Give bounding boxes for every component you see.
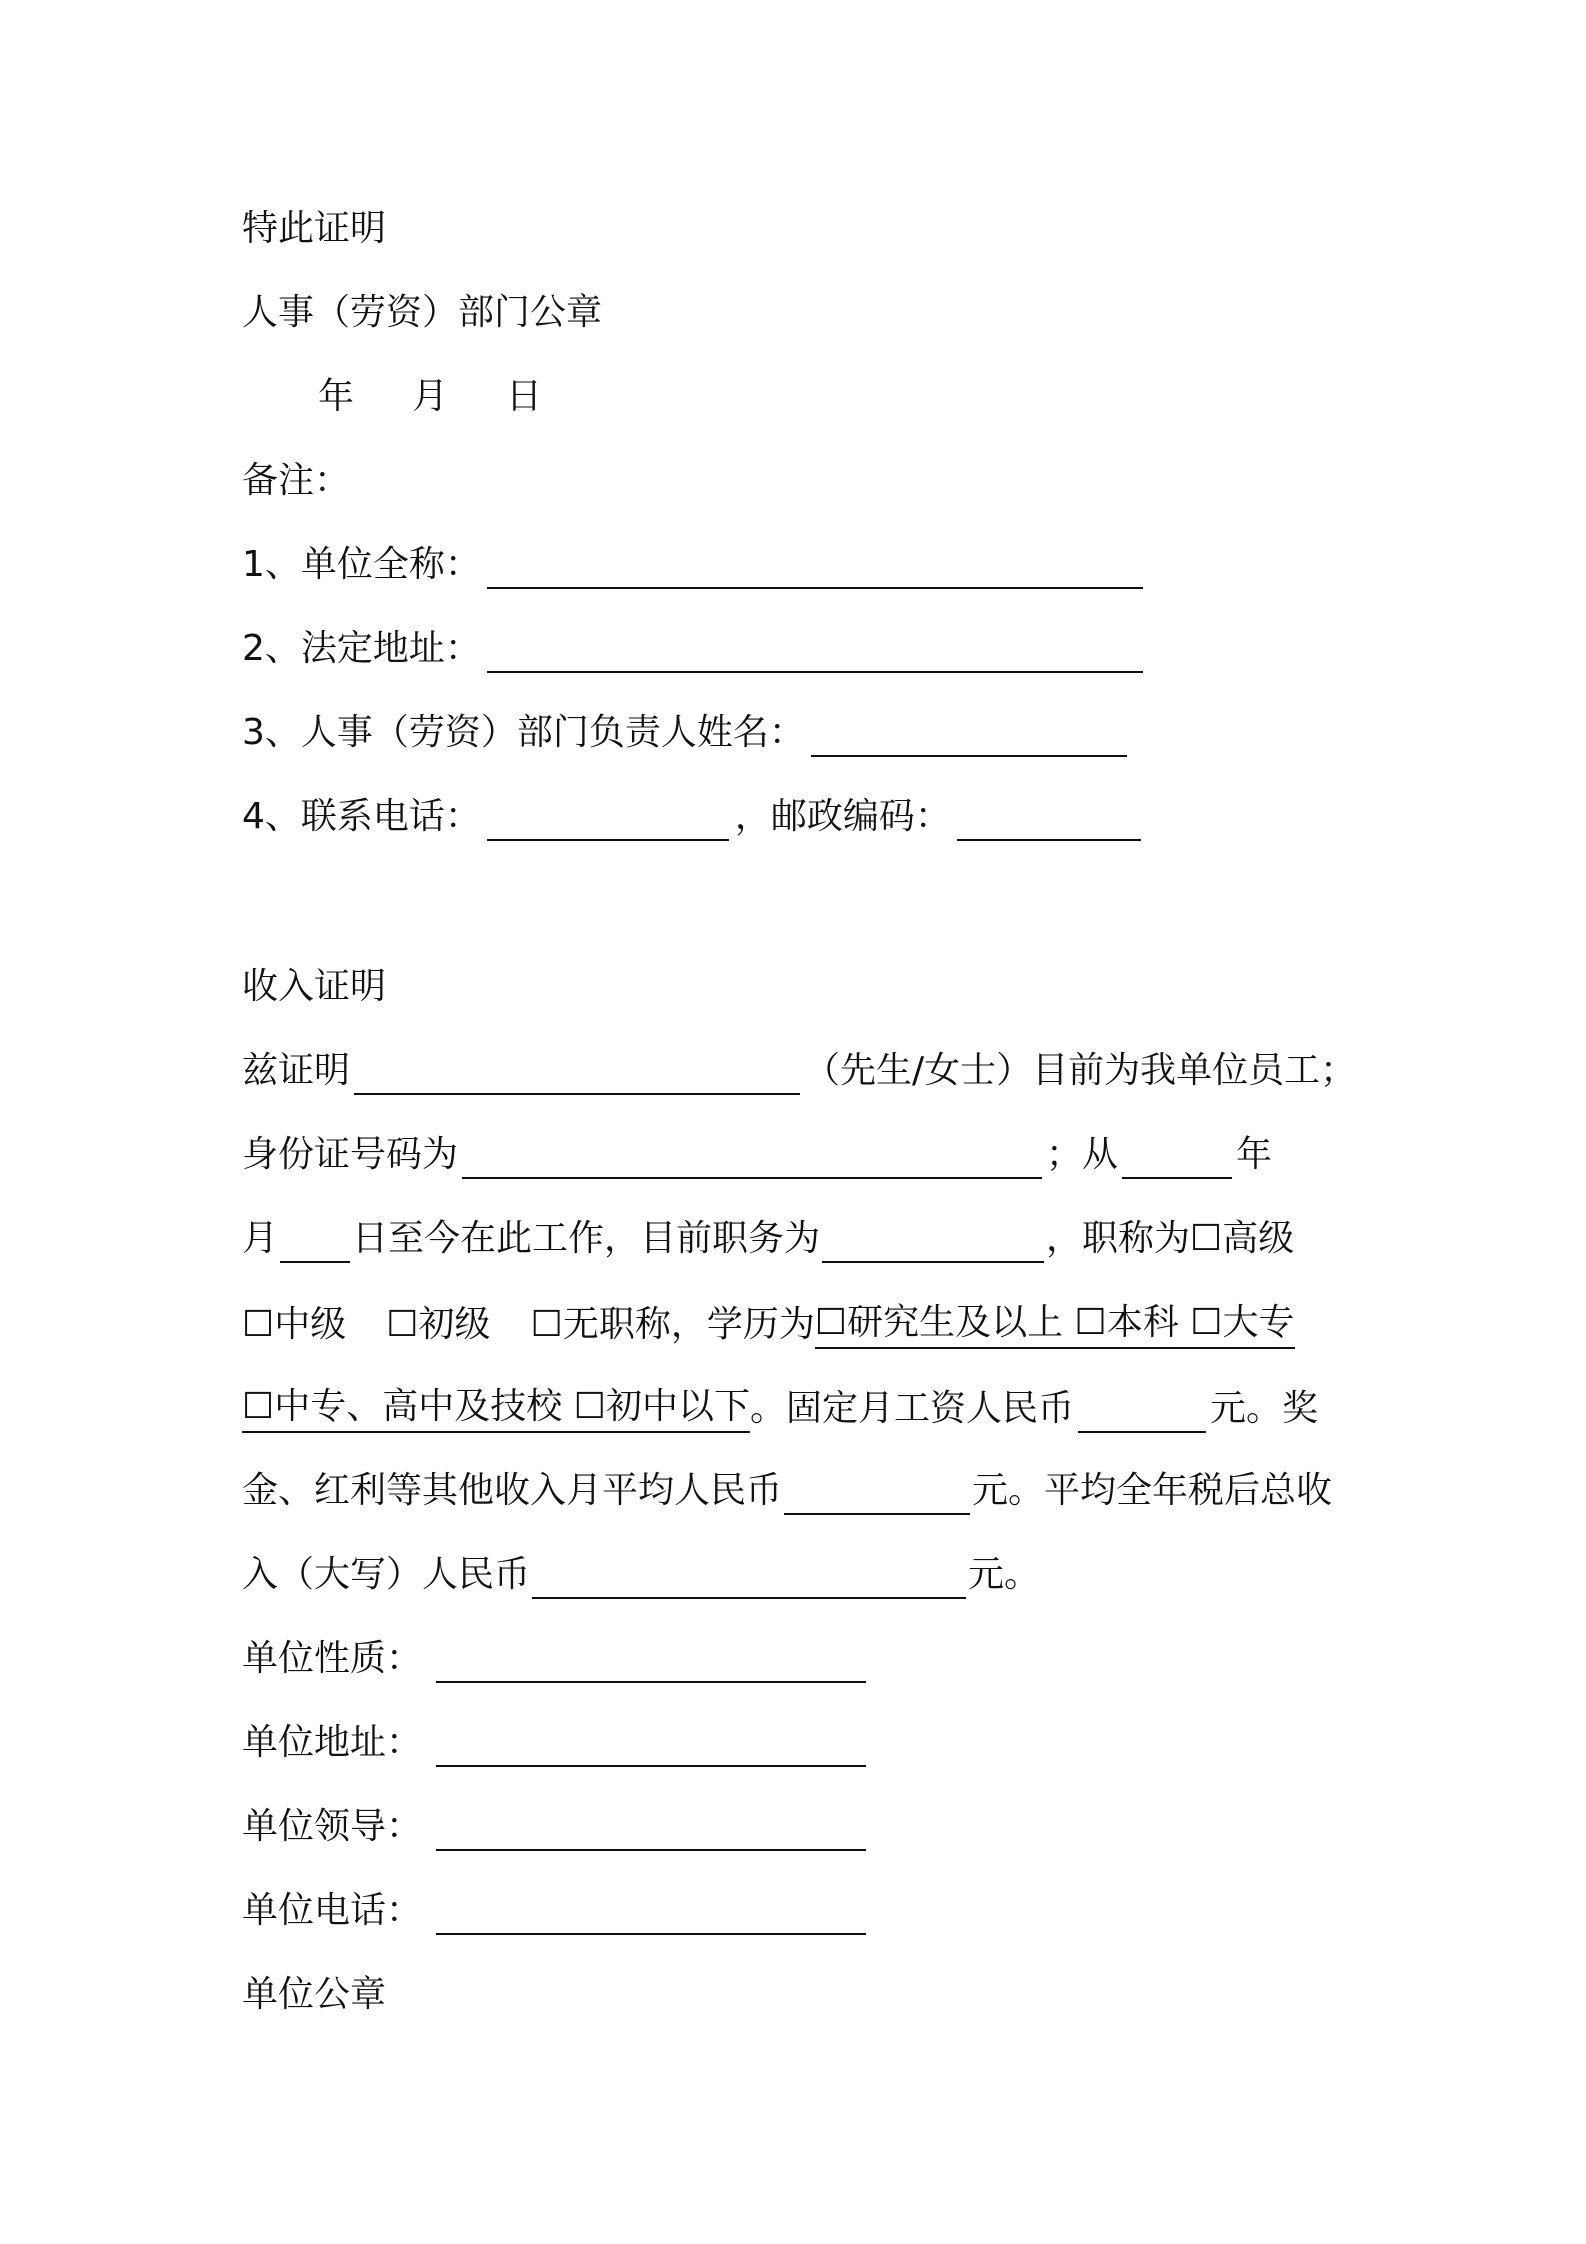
note-item-hr-head [242,709,1133,757]
date-line [318,373,542,421]
income-line-1: 兹证明 （先生/女士）目前为我单位员工； [242,1047,1356,1095]
income-line-5: ☐中专、高中及技校 ☐初中以下。固定月工资人民币 元。奖 [242,1383,1318,1431]
unit-address-field: 单位地址： [242,1719,872,1767]
date-month: 月 [412,376,449,417]
notes-label: 备注： [242,460,351,501]
position-blank[interactable] [822,1217,1044,1263]
legal-address-blank[interactable] [487,627,1143,673]
start-month-blank[interactable] [280,1217,350,1263]
unit-seal-text: 单位公章 [242,1974,387,2015]
note-item-label: 3、人事（劳资）部门负责人姓名： [242,712,805,753]
unit-name-blank[interactable] [487,543,1143,589]
note-item-label: 2、法定地址： [242,628,481,669]
date-year: 年 [318,376,355,417]
unit-phone-blank[interactable] [436,1889,866,1935]
hr-head-name-blank[interactable] [811,711,1127,757]
unit-address-blank[interactable] [436,1721,866,1767]
education-options-row2[interactable]: ☐中专、高中及技校 ☐初中以下 [242,1383,750,1433]
date-day: 日 [506,376,543,417]
phone-blank[interactable] [487,795,729,841]
income-line-6: 金、红利等其他收入月平均人民币 元。平均全年税后总收 [242,1467,1332,1515]
unit-phone-field: 单位电话： [242,1887,872,1935]
unit-leader-field: 单位领导： [242,1803,872,1851]
department-seal-text: 人事（劳资）部门公章 [242,292,603,333]
start-year-blank[interactable] [1122,1133,1232,1179]
note-item-unit-name [242,541,1149,589]
certify-text: 特此证明 [242,208,387,249]
annual-income-blank[interactable] [532,1553,966,1599]
note-item-legal-address [242,625,1149,673]
title-intermediate-option[interactable]: ☐中级 [242,1304,347,1345]
income-line-4 [242,1299,1295,1347]
income-line-2: 身份证号码为 ；从 年 [242,1131,1272,1179]
income-line-3: 月 日至今在此工作，目前职务为 ，职称为☐高级 [242,1215,1294,1263]
education-label: ☐无职称，学历为 [530,1304,815,1345]
note-item-label: 4、联系电话： [242,796,481,837]
unit-nature-field: 单位性质： [242,1635,872,1683]
unit-leader-blank[interactable] [436,1805,866,1851]
note-item-label: 1、单位全称： [242,544,481,585]
income-line-7: 入（大写）人民币 元。 [242,1551,1040,1599]
postcode-blank[interactable] [957,795,1141,841]
bonus-avg-blank[interactable] [784,1469,970,1515]
postcode-label: ，邮政编码： [734,796,951,837]
unit-nature-blank[interactable] [436,1637,866,1683]
note-item-contact [242,793,1147,841]
income-title: 收入证明 [242,966,387,1007]
monthly-salary-blank[interactable] [1078,1387,1206,1433]
education-options-row1[interactable]: ☐研究生及以上 ☐本科 ☐大专 [815,1299,1295,1349]
title-junior-option[interactable]: ☐初级 [386,1304,491,1345]
employee-name-blank[interactable] [354,1049,800,1095]
id-number-blank[interactable] [462,1133,1042,1179]
